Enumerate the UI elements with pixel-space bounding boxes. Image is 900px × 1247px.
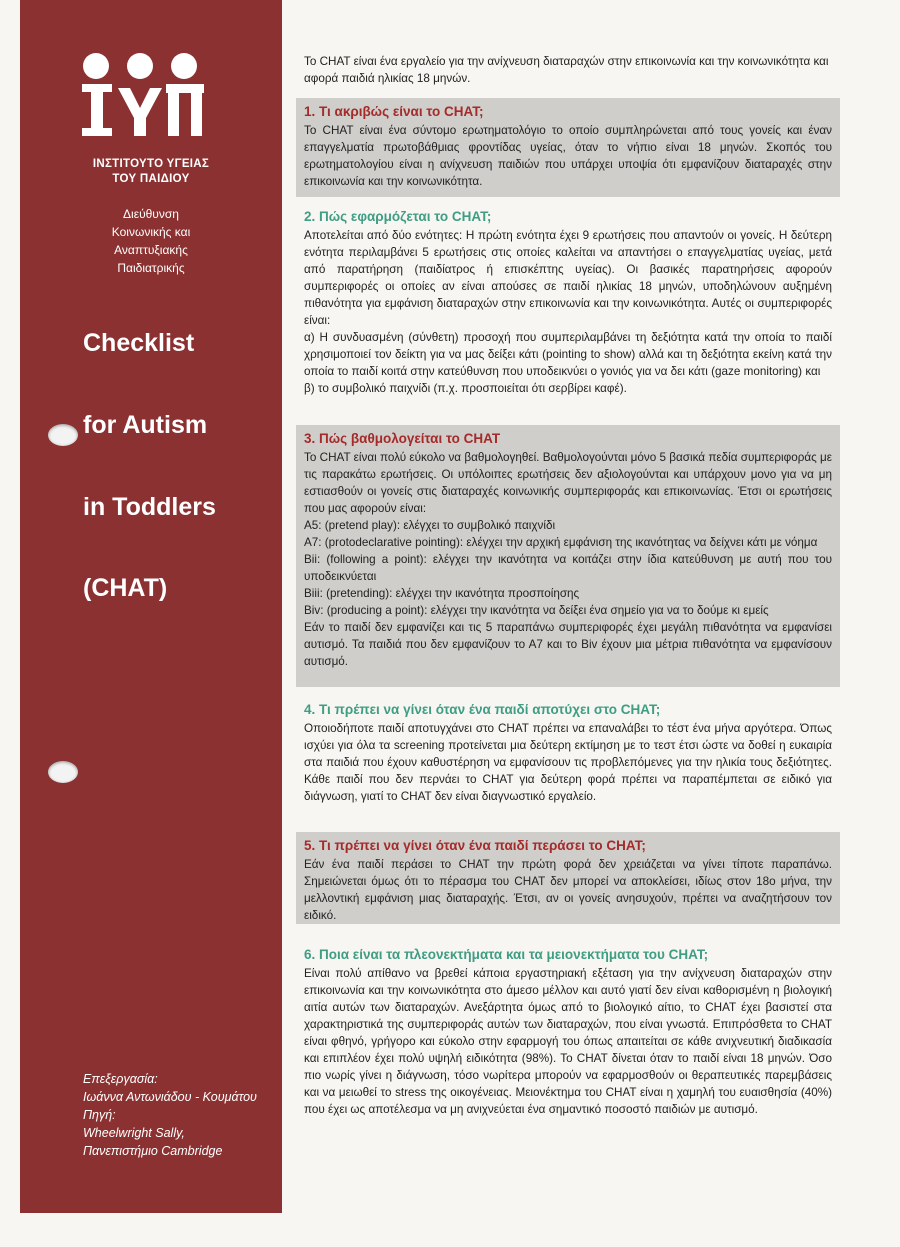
section-body: Αποτελείται από δύο ενότητες: Η πρώτη ενότητα έχει 9 ερωτήσεις που απαντούν οι γονείς. Η δεύτερη ενότητα περιλαμβάνει 5 ερωτήσεις στις οποίες καλείται να απαντήσει ο επαγγελματίας υγείας, μετά από παρατήρηση (παιδίατρος ή επισκέπτης υγείας). Οι βασικές παρατηρήσεις αφορούν συμπεριφορές οι οποίες αν είναι απούσες σε παιδί ηλικίας 18 μηνών, υποδηλώνουν αυξημένη πιθανότητα για εμφάνιση διαταραχών στην επικοινωνία και την κοινωνικότητα. Αυτές οι συμπεριφορές είναι: <box>304 229 832 327</box>
department-line2: Κοινωνικής και <box>111 225 191 239</box>
section-4 <box>296 696 840 821</box>
item-bii: Bii: (following a point): ελέγχει την ικανότητα να κοιτάζει στην ίδια κατεύθυνση με αυτή που του υποδεικνύεται <box>304 553 832 583</box>
section-1 <box>296 98 840 197</box>
credit-source-university: Πανεπιστήμιο Cambridge <box>83 1144 223 1158</box>
title-line1: Checklist <box>83 329 195 357</box>
title-line2: for Autism <box>83 411 208 439</box>
section-5 <box>296 832 840 924</box>
item-biii: Biii: (pretending): ελέγχει την ικανότητα προσποίησης <box>304 587 580 600</box>
item-biv: Biv: (producing a point): ελέγχει την ικανότητα να δείξει ένα σημείο για να το δούμε κι εμείς <box>304 604 769 617</box>
section-heading: 1. Τι ακριβώς είναι το CHAT; <box>304 104 484 119</box>
department-line4: Παιδιατρικής <box>117 261 185 275</box>
credit-label-source: Πηγή: <box>83 1108 116 1122</box>
credit-label-editing: Επεξεργασία: <box>83 1072 158 1086</box>
institute-name-line1: ΙΝΣΤΙΤΟΥΤΟ ΥΓΕΙΑΣ <box>92 158 210 170</box>
section-heading: 5. Τι πρέπει να γίνει όταν ένα παιδί περάσει το CHAT; <box>304 838 646 853</box>
section-body: Είναι πολύ απίθανο να βρεθεί κάποια εργαστηριακή εξέταση για την ανίχνευση διαταραχών στην επικοινωνία και την κοινωνικότητα στο άμεσο μέλλον και αυτό γιατί δεν είναι καθορισμένη η βιολογική αιτία αυτών των διαταραχών. Ανεξάρτητα όμως από το βιολογικό αίτιο, το CHAT έχει βασιστεί στα χαρακτηριστικά της συμπεριφοράς αυτών των διαταραχών, που είναι γνωστά. Επιπρόσθετα το CHAT είναι φθηνό, γρήγορο και εύκολο στην εφαρμογή του όπως απαιτείται σε κάθε ανιχνευτική διαδικασία και επιπλέον έχει πολύ υψηλή ειδικότητα (98%). Το CHAT δίνεται όταν το παιδί είναι 18 μηνών. Όσο πιο νωρίς γίνει η διάγνωση, τόσο νωρίτερα μπορούν να εφαρμοσθούν οι θεραπευτικές παρεμβάσεις και να μειωθεί το stress της οικογένειας. Μειονέκτημα του CHAT είναι η χαμηλή του ευαισθησία (40%) που έχει ως αποτέλεσμα να μη ανιχνεύεται ένα σημαντικό ποσοστό παιδιών με αυτισμό. <box>304 967 832 1116</box>
punch-hole <box>48 424 78 446</box>
section-body: Το CHAT είναι ένα σύντομο ερωτηματολόγιο το οποίο συμπληρώνεται από τους γονείς και έναν επαγγελματία πρωτοβάθμιας φροντίδας υγείας, όταν το νήπιο είναι 18 μηνών. Σκοπός του ερωτηματολογίου είναι η ανίχνευση παιδιών που υπάρχει υποψία ότι εμφανίζουν διαταραχές στην επικοινωνία και την κοινωνικότητα. <box>304 124 832 188</box>
section-body: Οποιοδήποτε παιδί αποτυγχάνει στο CHAT πρέπει να επαναλάβει το τέστ ένα μήνα αργότερα. Όπως ισχύει για όλα τα screening προτείνεται μια δεύτερη εκτίμηση με το τεστ έτσι ώστε να δοθεί η ευκαιρία στα παιδιά που έχουν καθυστέρηση να εμφανίσουν τις προβλεπόμενες για την ηλικία τους δεξιότητες. Κάθε παιδί που δεν περνάει το CHAT για δεύτερη φορά πρέπει να παραπέμπεται σε ειδικό για διάγνωση, γιατί το CHAT δεν είναι διαγνωστικό εργαλείο. <box>304 722 832 803</box>
section-heading: 2. Πώς εφαρμόζεται το CHAT; <box>304 209 492 224</box>
department-line1: Διεύθυνση <box>123 207 179 221</box>
credit-editor-name: Ιωάννα Αντωνιάδου - Κουμάτου <box>83 1090 257 1104</box>
sidebar <box>20 0 282 1213</box>
section-body: Εάν ένα παιδί περάσει το CHAT την πρώτη φορά δεν χρειάζεται να γίνει τίποτε παραπάνω. Σημειώνεται όμως ότι το πέρασμα του CHAT δεν μπορεί να αποκλείσει, ιδίως στον 18ο μήνα, την μελλοντική εμφάνιση μιας διαταραχής. Έτσι, αν οι γονείς ανησυχούν, πρέπει να αναζητήσουν τον ειδικό. <box>304 858 832 922</box>
department-line3: Αναπτυξιακής <box>114 243 188 257</box>
section-3 <box>296 425 840 687</box>
section-body: Το CHAT είναι πολύ εύκολο να βαθμολογηθεί. Βαθμολογούνται μόνο 5 βασικά πεδία συμπεριφοράς με τις παρακάτω ερωτήσεις. Οι υπόλοιπες ερωτήσεις δεν αξιολογούνται και υπάρχουν μονο για να μη εστιασθούν οι γονείς στις διαταραχές κοινωνικής συμπεριφοράς και επικοινωνίας. Έτσι οι ερωτήσεις που μας αφορούν είναι: <box>304 451 832 515</box>
institute-name-line2: ΤΟΥ ΠΑΙΔΙΟΥ <box>112 173 190 185</box>
section-item-a: α) Η συνδυασμένη (σύνθετη) προσοχή που συμπεριλαμβάνει τη δεξιότητα κατά την οποία το παιδί χρησιμοποιεί τον δείκτη για να μας δείξει κάτι (pointing to show) αλλά και τη δεξιότητα εκείνη κατά την οποία το παιδί κοιτά στην κατεύθυνση που υποδεικνύει ο γονιός για να δει κάτι (gaze monitoring) και <box>304 331 832 378</box>
iyp-logo <box>78 52 208 152</box>
section-6 <box>296 941 840 1141</box>
section-heading: 6. Ποια είναι τα πλεονεκτήματα και τα μειονεκτήματα του CHAT; <box>304 947 709 962</box>
item-a7: Α7: (protodeclarative pointing): ελέγχει την αρχική εμφάνιση της ικανότητας να δείχνει κάτι με νόημα <box>304 536 818 549</box>
intro-paragraph: Το CHAT είναι ένα εργαλείο για την ανίχνευση διαταραχών στην επικοινωνία και την κοινωνικότητα και αφορά παιδιά ηλικίας 18 μηνών. <box>304 55 829 85</box>
section-closing: Εάν το παιδί δεν εμφανίζει και τις 5 παραπάνω συμπεριφορές έχει μεγάλη πιθανότητα να εμφανίσει αυτισμό. Τα παιδιά που δεν εμφανίζουν το Α7 και το Biv έχουν μια μέτρια πιθανότητα να εμφανίσουν αυτισμό. <box>304 621 832 668</box>
title-line4: (CHAT) <box>83 574 168 602</box>
section-2 <box>296 203 840 413</box>
section-heading: 4. Τι πρέπει να γίνει όταν ένα παιδί αποτύχει στο CHAT; <box>304 702 661 717</box>
title-line3: in Toddlers <box>83 493 216 521</box>
item-a5: Α5: (pretend play): ελέγχει το συμβολικό παιχνίδι <box>304 519 556 532</box>
punch-hole <box>48 761 78 783</box>
credit-source-author: Wheelwright Sally, <box>83 1126 185 1140</box>
section-item-b: β) το συμβολικό παιχνίδι (π.χ. προσποιείται ότι σερβίρει καφέ). <box>304 382 627 395</box>
section-heading: 3. Πώς βαθμολογείται το CHAT <box>304 431 501 446</box>
